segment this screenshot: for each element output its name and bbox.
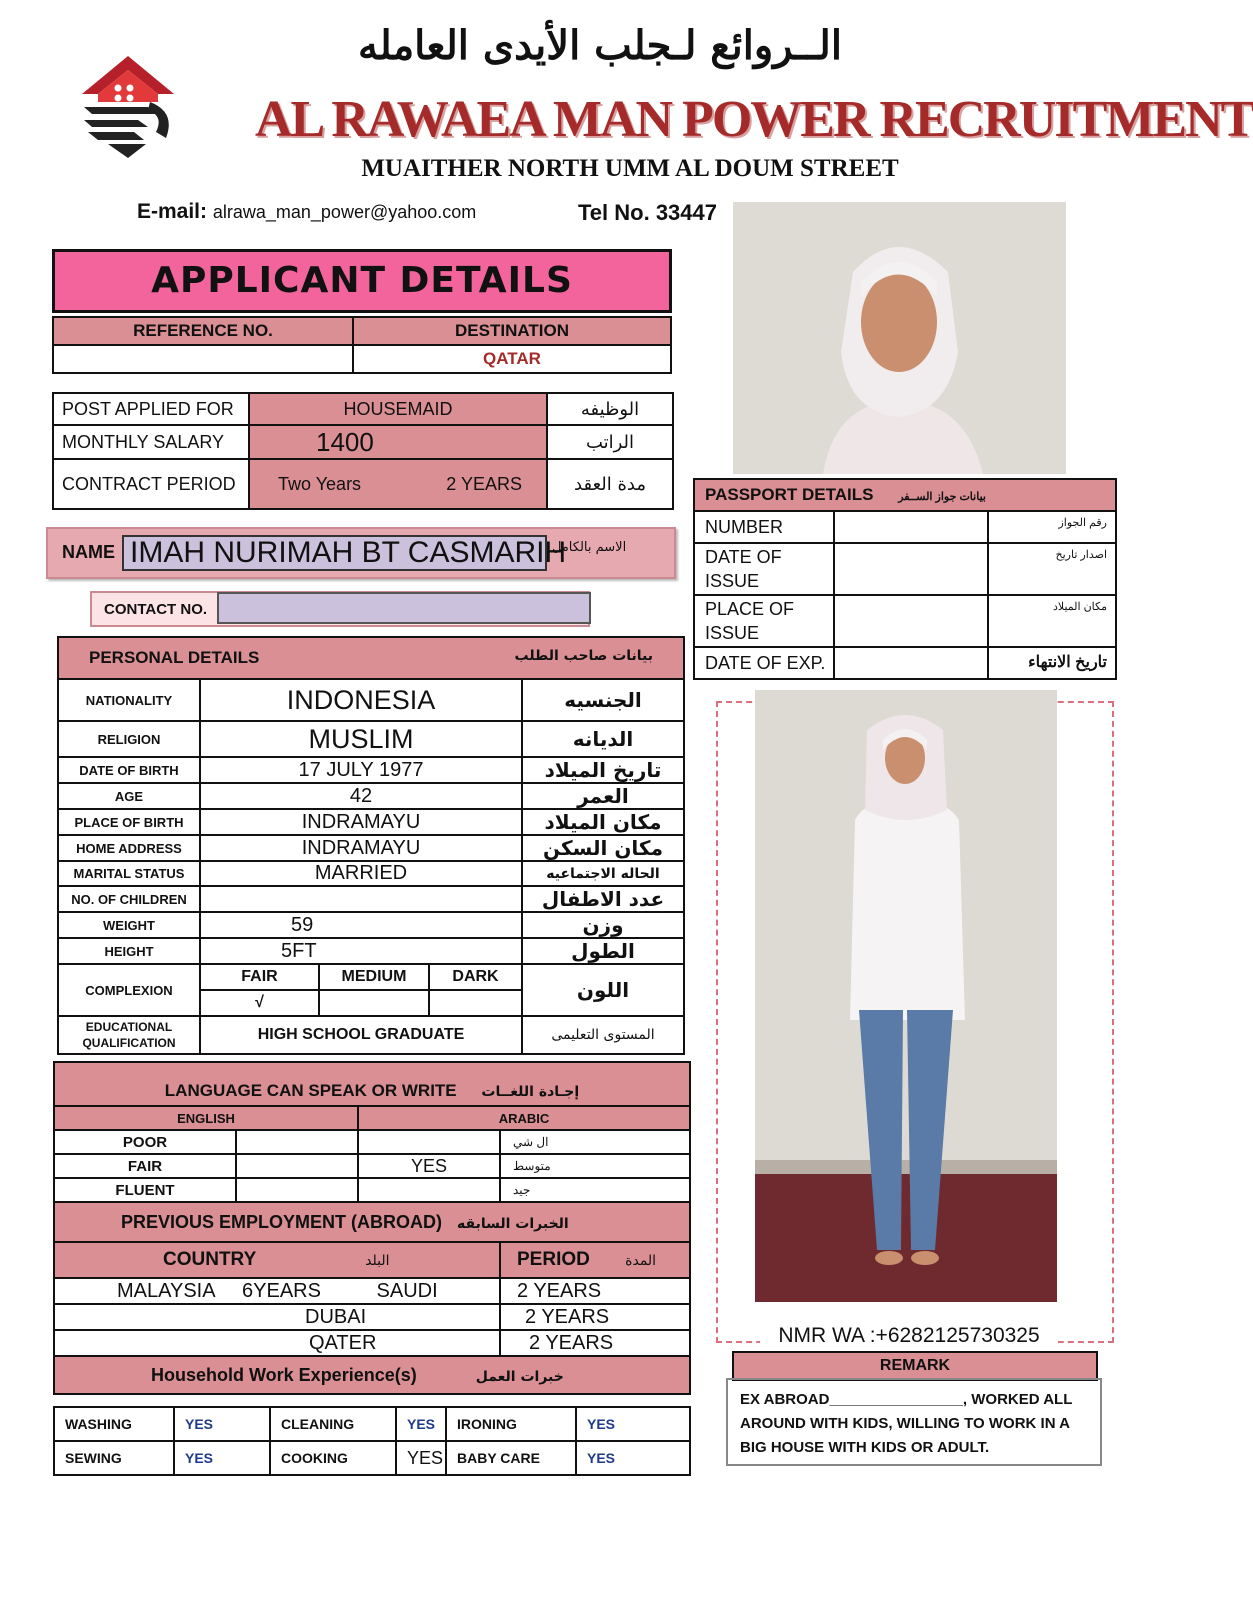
complexion-dark: DARK (429, 965, 521, 990)
email-line (137, 200, 476, 224)
company-address: MUAITHER NORTH UMM AL DOUM STREET (361, 155, 899, 182)
home-address-arabic: مكان السكن (522, 835, 684, 861)
religion-arabic: الديانه (522, 721, 684, 757)
education-label-2: QUALIFICATION (82, 1036, 176, 1050)
pob-label: PLACE OF BIRTH (58, 809, 200, 835)
sewing-label: SEWING (54, 1441, 174, 1475)
name-arabic: الاسم بالكامل (552, 540, 627, 555)
home-address-label: HOME ADDRESS (58, 835, 200, 861)
salary-value: 1400 (249, 425, 547, 459)
post-table (52, 392, 674, 510)
country-arabic: البلد (365, 1253, 390, 1269)
religion-value: MUSLIM (200, 721, 522, 757)
weight-arabic: وزن (522, 912, 684, 938)
salary-arabic: الراتب (547, 425, 673, 459)
complexion-arabic: اللون (522, 964, 684, 1016)
weight-label: WEIGHT (58, 912, 200, 938)
english-header: ENGLISH (54, 1106, 358, 1130)
company-logo (78, 52, 178, 162)
age-arabic: العمر (522, 783, 684, 809)
household-title: Household Work Experience(s) (151, 1364, 417, 1385)
babycare-label: BABY CARE (446, 1441, 576, 1475)
portrait-photo (733, 202, 1066, 474)
remark-text: EX ABROAD________________, WORKED ALL AROUND WITH KIDS, WILLING TO WORK IN A BIG HOUSE WITH KIDS OR ADULT. (726, 1378, 1102, 1466)
passport-title-arabic: بيانات جواز الســفر (898, 491, 986, 503)
personal-details-table (57, 636, 685, 1055)
household-table (53, 1406, 691, 1476)
passport-number-arabic: رقم الجواز (988, 511, 1116, 543)
reference-table (52, 316, 672, 374)
destination-label: DESTINATION (353, 317, 671, 345)
complexion-grid (201, 965, 521, 1015)
reference-value (53, 345, 353, 373)
cleaning-label: CLEANING (270, 1407, 396, 1441)
babycare-value: YES (576, 1441, 690, 1475)
personal-details-title-arabic: بيانات صاحب الطلب (514, 648, 653, 664)
religion-label: RELIGION (58, 721, 200, 757)
complexion-medium: MEDIUM (319, 965, 429, 990)
cleaning-value: YES (396, 1407, 446, 1441)
nationality-label: NATIONALITY (58, 679, 200, 721)
ironing-value: YES (576, 1407, 690, 1441)
employment-row2-country: DUBAI (54, 1304, 500, 1330)
marital-value: MARRIED (200, 861, 522, 886)
remark-title: REMARK (732, 1351, 1098, 1381)
place-of-issue-arabic: مكان الميلاد (988, 595, 1116, 647)
whatsapp-number: NMR WA :+6282125730325 (760, 1316, 1058, 1356)
weight-value: 59 (200, 912, 522, 938)
name-value: IMAH NURIMAH BT CASMARIH (122, 535, 547, 571)
english-fair-label: FAIR (54, 1154, 236, 1178)
contract-label: CONTRACT PERIOD (53, 459, 249, 509)
complexion-fair: FAIR (201, 965, 319, 990)
reference-label: REFERENCE NO. (53, 317, 353, 345)
children-value (200, 886, 522, 912)
arabic-fluent-label: جيد (500, 1178, 690, 1202)
period-label: PERIOD (517, 1249, 590, 1270)
employment-row1-country: MALAYSIA (117, 1279, 215, 1302)
arabic-fair-value: YES (358, 1154, 500, 1178)
dob-value: 17 JULY 1977 (200, 757, 522, 783)
arabic-header: ARABIC (358, 1106, 690, 1130)
cooking-label: COOKING (270, 1441, 396, 1475)
email-value: alrawa_man_power@yahoo.com (212, 202, 477, 222)
employment-row1-country2: SAUDI (376, 1279, 438, 1302)
contact-label: CONTACT NO. (104, 601, 208, 618)
company-name-english: AL RAWAEA MAN POWER RECRUITMENT (255, 91, 1253, 148)
english-fluent-label: FLUENT (54, 1178, 236, 1202)
language-table (53, 1061, 691, 1395)
contract-value-text: Two Years (249, 459, 405, 509)
age-label: AGE (58, 783, 200, 809)
date-of-expiry-label: DATE OF EXP. (694, 647, 834, 679)
applicant-details-title: APPLICANT DETAILS (52, 249, 672, 313)
date-of-expiry-arabic: تاريخ الانتهاء (988, 647, 1116, 679)
contract-arabic: مدة العقد (547, 459, 673, 509)
education-label-1: EDUCATIONAL (85, 1020, 173, 1034)
telephone: Tel No. 33447 (578, 200, 717, 225)
english-poor-label: POOR (54, 1130, 236, 1154)
employment-row3-country: QATER (54, 1330, 500, 1356)
age-value: 42 (200, 783, 522, 809)
place-of-issue-label-2: ISSUE (705, 623, 760, 643)
nationality-value: INDONESIA (200, 679, 522, 721)
language-title-arabic: إجـادة اللغــات (481, 1084, 580, 1100)
company-name-arabic: الــروائع لـجلب الأيدى العامله (358, 22, 842, 69)
children-arabic: عدد الاطفال (522, 886, 684, 912)
name-label: NAME (62, 542, 115, 562)
height-value: 5FT (200, 938, 522, 964)
arabic-fair-label: متوسط (500, 1154, 690, 1178)
employment-title-arabic: الخبرات السابقه (457, 1215, 569, 1232)
household-title-arabic: خبرات العمل (475, 1368, 564, 1385)
passport-number-label: NUMBER (694, 511, 834, 543)
employment-row3-period: 2 YEARS (500, 1330, 690, 1356)
date-of-issue-label-1: DATE OF (705, 547, 782, 567)
place-of-issue-label-1: PLACE OF (705, 599, 795, 619)
marital-arabic: الحاله الاجتماعيه (522, 861, 684, 886)
pob-value: INDRAMAYU (200, 809, 522, 835)
post-arabic: الوظيفه (547, 393, 673, 425)
complexion-fair-mark: √ (201, 990, 319, 1015)
pob-arabic: مكان الميلاد (522, 809, 684, 835)
contract-value-years: 2 YEARS (405, 459, 547, 509)
complexion-label: COMPLEXION (58, 964, 200, 1016)
country-label: COUNTRY (163, 1249, 256, 1270)
email-label: E-mail: (137, 200, 208, 223)
passport-table (693, 478, 1117, 680)
home-address-value: INDRAMAYU (200, 835, 522, 861)
period-arabic: المدة (625, 1253, 657, 1269)
date-of-issue-label-2: ISSUE (705, 571, 760, 591)
nationality-arabic: الجنسيه (522, 679, 684, 721)
marital-label: MARITAL STATUS (58, 861, 200, 886)
personal-details-title: PERSONAL DETAILS (89, 648, 260, 667)
cooking-value: YES (396, 1441, 446, 1475)
full-body-photo (755, 690, 1057, 1302)
salary-label: MONTHLY SALARY (53, 425, 249, 459)
education-value: HIGH SCHOOL GRADUATE (200, 1016, 522, 1054)
employment-title: PREVIOUS EMPLOYMENT (ABROAD) (121, 1211, 443, 1232)
washing-value: YES (174, 1407, 270, 1441)
children-label: NO. OF CHILDREN (58, 886, 200, 912)
passport-title: PASSPORT DETAILS (705, 485, 874, 504)
dob-label: DATE OF BIRTH (58, 757, 200, 783)
contact-value (217, 592, 591, 624)
language-title: LANGUAGE CAN SPEAK OR WRITE (164, 1081, 457, 1100)
education-arabic: المستوى التعليمى (522, 1016, 684, 1054)
date-of-issue-arabic: اصدار تاريخ (988, 543, 1116, 595)
employment-row1-years: 6YEARS (242, 1279, 321, 1302)
post-value: HOUSEMAID (249, 393, 547, 425)
dob-arabic: تاريخ الميلاد (522, 757, 684, 783)
height-arabic: الطول (522, 938, 684, 964)
arabic-poor-label: ال شي (500, 1130, 690, 1154)
height-label: HEIGHT (58, 938, 200, 964)
employment-row2-period: 2 YEARS (500, 1304, 690, 1330)
washing-label: WASHING (54, 1407, 174, 1441)
sewing-value: YES (174, 1441, 270, 1475)
destination-value: QATAR (353, 345, 671, 373)
ironing-label: IRONING (446, 1407, 576, 1441)
employment-row1-period: 2 YEARS (500, 1278, 690, 1304)
post-label: POST APPLIED FOR (53, 393, 249, 425)
